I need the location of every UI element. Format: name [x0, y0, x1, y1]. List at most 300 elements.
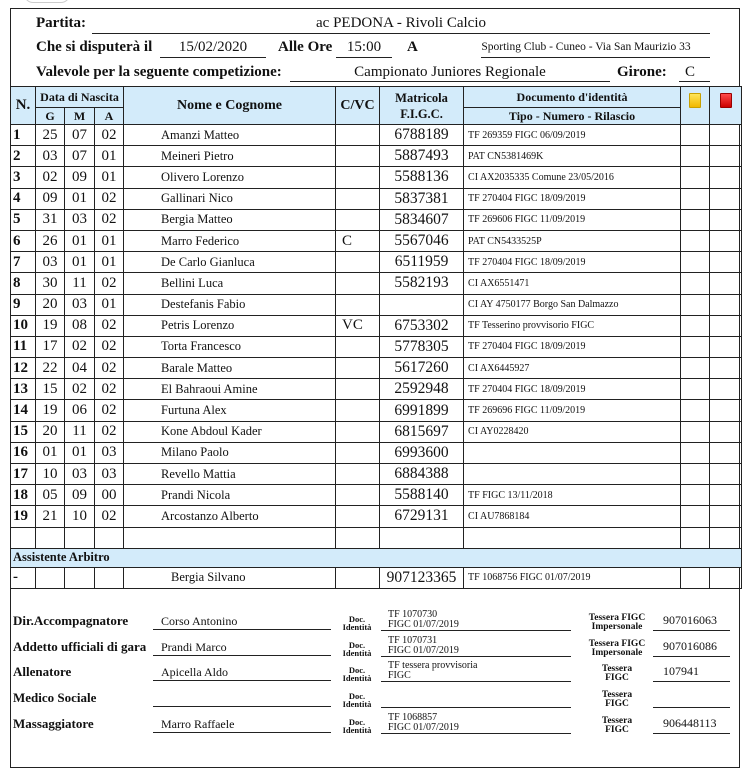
tessera-label-line1: Tessera [601, 690, 633, 700]
documento[interactable] [464, 464, 681, 485]
player-name[interactable]: Revello Mattia [124, 464, 336, 485]
girone-label: Girone: [617, 64, 667, 80]
staff-doc-line1[interactable]: TF 1070731 [388, 635, 438, 646]
tessera-line [653, 681, 730, 682]
captain-role[interactable] [336, 209, 380, 230]
red-card-cell[interactable] [710, 230, 742, 251]
ore-line [336, 57, 392, 58]
player-number: 12 [11, 358, 36, 379]
player-number: 18 [11, 485, 36, 506]
player-number: 4 [11, 188, 36, 209]
red-card-cell[interactable] [710, 188, 742, 209]
captain-role[interactable] [336, 252, 380, 273]
player-row[interactable] [11, 315, 742, 336]
player-name[interactable]: Milano Paolo [124, 442, 336, 463]
doc-identita-label [337, 692, 377, 708]
birth-month[interactable] [65, 527, 95, 548]
doc-label-line2: Identità [342, 622, 372, 632]
birth-day[interactable]: 25 [36, 125, 65, 146]
staff-name-line [153, 706, 331, 707]
documento[interactable]: TF 269606 FIGC 11/09/2019 [464, 209, 681, 230]
yellow-card-cell[interactable] [681, 167, 710, 188]
yellow-card-cell[interactable] [681, 464, 710, 485]
matricola[interactable] [380, 294, 464, 315]
player-name[interactable] [124, 527, 336, 548]
birth-year[interactable]: 02 [95, 358, 124, 379]
birth-day[interactable]: 22 [36, 358, 65, 379]
documento[interactable]: CI AU7868184 [464, 506, 681, 527]
yellow-card-cell[interactable] [681, 442, 710, 463]
player-row[interactable] [11, 294, 742, 315]
red-card-cell[interactable] [710, 485, 742, 506]
ore-value[interactable]: 15:00 [346, 39, 382, 55]
player-number: 11 [11, 336, 36, 357]
player-row[interactable] [11, 336, 742, 357]
player-row[interactable] [11, 421, 742, 442]
matricola[interactable]: 5588136 [380, 167, 464, 188]
documento[interactable]: TF 270404 FIGC 18/09/2019 [464, 379, 681, 400]
captain-role[interactable] [336, 167, 380, 188]
matricola[interactable] [380, 527, 464, 548]
player-number: 6 [11, 230, 36, 251]
player-name[interactable]: Destefanis Fabio [124, 294, 336, 315]
matricola[interactable]: 6815697 [380, 421, 464, 442]
player-name[interactable]: Olivero Lorenzo [124, 167, 336, 188]
player-number: 13 [11, 379, 36, 400]
birth-day[interactable]: 21 [36, 506, 65, 527]
red-card-cell[interactable] [710, 315, 742, 336]
captain-role[interactable] [336, 336, 380, 357]
matricola[interactable]: 5834607 [380, 209, 464, 230]
player-name[interactable]: Torta Francesco [124, 336, 336, 357]
player-number: 19 [11, 506, 36, 527]
red-card-cell[interactable] [710, 527, 742, 548]
birth-year[interactable]: 02 [95, 273, 124, 294]
captain-role[interactable] [336, 442, 380, 463]
matricola[interactable]: 5887493 [380, 146, 464, 167]
captain-role[interactable] [336, 527, 380, 548]
player-number: 3 [11, 167, 36, 188]
birth-month[interactable]: 10 [65, 506, 95, 527]
captain-role[interactable] [336, 188, 380, 209]
birth-month[interactable]: 03 [65, 209, 95, 230]
birth-day[interactable]: 30 [36, 273, 65, 294]
birth-month[interactable]: 09 [65, 167, 95, 188]
player-number: 8 [11, 273, 36, 294]
staff-name-value[interactable]: Prandi Marco [161, 640, 227, 654]
red-card-icon [720, 93, 732, 108]
yellow-card-cell[interactable] [681, 358, 710, 379]
matricola[interactable]: 5617260 [380, 358, 464, 379]
doc-identita-label [337, 615, 377, 631]
birth-day[interactable]: 31 [36, 209, 65, 230]
doc-label-line2: Identità [342, 699, 372, 709]
yellow-card-cell[interactable] [681, 485, 710, 506]
yellow-card-cell[interactable] [681, 252, 710, 273]
red-card-cell[interactable] [710, 336, 742, 357]
player-name[interactable]: Petris Lorenzo [124, 315, 336, 336]
red-card-cell[interactable] [710, 379, 742, 400]
documento[interactable]: TF 270404 FIGC 18/09/2019 [464, 188, 681, 209]
tessera-line [653, 733, 730, 734]
birth-year[interactable]: 02 [95, 400, 124, 421]
staff-doc-line2[interactable]: FIGC [388, 670, 411, 681]
red-card-cell[interactable] [710, 252, 742, 273]
birth-year[interactable]: 01 [95, 146, 124, 167]
captain-role[interactable] [336, 358, 380, 379]
birth-month[interactable]: 03 [65, 294, 95, 315]
matricola[interactable]: 6511959 [380, 252, 464, 273]
documento[interactable]: CI AY 4750177 Borgo San Dalmazzo [464, 294, 681, 315]
player-row[interactable] [11, 146, 742, 167]
assistente-n: - [11, 567, 36, 588]
red-card-cell[interactable] [710, 358, 742, 379]
tessera-label [584, 665, 650, 683]
staff-name-line [153, 680, 331, 681]
birth-year[interactable]: 02 [95, 315, 124, 336]
yellow-card-cell[interactable] [681, 294, 710, 315]
yellow-card-cell[interactable] [681, 125, 710, 146]
red-card-cell[interactable] [710, 209, 742, 230]
matricola[interactable]: 5588140 [380, 485, 464, 506]
header-red-card [710, 87, 742, 125]
player-name[interactable]: Kone Abdoul Kader [124, 421, 336, 442]
staff-doc-line1[interactable]: TF tessera provvisoria [388, 660, 478, 671]
documento[interactable] [464, 442, 681, 463]
assistente-matricola[interactable]: 907123365 [380, 567, 464, 588]
birth-month[interactable]: 11 [65, 273, 95, 294]
birth-day[interactable]: 19 [36, 400, 65, 421]
matricola[interactable]: 5837381 [380, 188, 464, 209]
staff-role-label: Dir.Accompagnatore [13, 613, 129, 628]
tessera-value[interactable]: 907016063 [663, 613, 717, 627]
red-card-cell[interactable] [710, 506, 742, 527]
player-name[interactable]: Arcostanzo Alberto [124, 506, 336, 527]
yellow-card-cell[interactable] [681, 506, 710, 527]
matricola[interactable]: 5778305 [380, 336, 464, 357]
documento[interactable]: CI AX2035335 Comune 23/05/2016 [464, 167, 681, 188]
birth-day[interactable]: 10 [36, 464, 65, 485]
staff-role-label: Addetto ufficiali di gara [13, 639, 147, 654]
player-row[interactable] [11, 442, 742, 463]
birth-day[interactable]: 03 [36, 252, 65, 273]
tessera-value[interactable]: 107941 [663, 664, 699, 678]
birth-year[interactable]: 02 [95, 209, 124, 230]
header-matricola-line2: F.I.G.C. [400, 106, 443, 121]
birth-year[interactable]: 01 [95, 230, 124, 251]
player-row[interactable] [11, 379, 742, 400]
competizione-value[interactable]: Campionato Juniores Regionale [354, 64, 546, 80]
red-card-cell[interactable] [710, 464, 742, 485]
birth-month[interactable]: 04 [65, 358, 95, 379]
documento[interactable]: TF Tesserino provvisorio FIGC [464, 315, 681, 336]
staff-name-line [153, 732, 331, 733]
header-data-nascita: Data di Nascita [36, 87, 124, 108]
birth-year[interactable]: 02 [95, 421, 124, 442]
assistente-row[interactable] [11, 567, 742, 588]
player-row[interactable] [11, 273, 742, 294]
assistente-documento[interactable]: TF 1068756 FIGC 01/07/2019 [464, 567, 681, 588]
assistente-cvc[interactable] [336, 567, 380, 588]
birth-year[interactable] [95, 527, 124, 548]
captain-role[interactable] [336, 125, 380, 146]
documento[interactable]: TF 270404 FIGC 18/09/2019 [464, 336, 681, 357]
matricola[interactable]: 5582193 [380, 273, 464, 294]
header-matricola [380, 87, 464, 125]
birth-day[interactable] [36, 527, 65, 548]
player-row[interactable] [11, 485, 742, 506]
doc-line [381, 656, 571, 657]
header-a: A [95, 108, 124, 125]
red-card-cell[interactable] [710, 273, 742, 294]
player-row[interactable] [11, 209, 742, 230]
staff-name-value[interactable]: Apicella Aldo [161, 665, 228, 679]
player-number: 2 [11, 146, 36, 167]
doc-label-line1: Doc. [348, 614, 366, 624]
player-name[interactable]: Furtuna Alex [124, 400, 336, 421]
staff-doc-line2[interactable]: FIGC 01/07/2019 [388, 722, 459, 733]
tessera-value[interactable]: 906448113 [663, 716, 717, 730]
tessera-label [584, 691, 650, 709]
player-number: 10 [11, 315, 36, 336]
documento[interactable]: TF 270404 FIGC 18/09/2019 [464, 252, 681, 273]
birth-day[interactable]: 09 [36, 188, 65, 209]
player-number: 16 [11, 442, 36, 463]
birth-month[interactable]: 07 [65, 125, 95, 146]
tessera-label [584, 640, 650, 658]
player-name[interactable]: Amanzi Matteo [124, 125, 336, 146]
birth-day[interactable]: 17 [36, 336, 65, 357]
player-row[interactable] [11, 506, 742, 527]
birth-day[interactable]: 20 [36, 294, 65, 315]
yellow-card-cell[interactable] [681, 379, 710, 400]
staff-role-label: Massaggiatore [13, 716, 94, 731]
data-label: Che si disputerà il [36, 39, 153, 55]
yellow-card-cell[interactable] [681, 400, 710, 421]
yellow-card-cell[interactable] [681, 273, 710, 294]
player-number: 14 [11, 400, 36, 421]
player-number: 7 [11, 252, 36, 273]
tessera-label-line1: Tessera [601, 664, 633, 674]
yellow-card-cell[interactable] [681, 188, 710, 209]
documento[interactable]: CI AX6551471 [464, 273, 681, 294]
player-name[interactable]: Barale Matteo [124, 358, 336, 379]
birth-day[interactable]: 26 [36, 230, 65, 251]
birth-year[interactable]: 03 [95, 464, 124, 485]
yellow-card-cell[interactable] [681, 230, 710, 251]
player-row[interactable] [11, 464, 742, 485]
birth-month[interactable]: 09 [65, 485, 95, 506]
matricola[interactable]: 5567046 [380, 230, 464, 251]
header-matricola-line1: Matricola [395, 90, 448, 105]
red-card-cell[interactable] [710, 421, 742, 442]
captain-role[interactable] [336, 464, 380, 485]
staff-doc-line1[interactable]: TF 1068857 [388, 712, 438, 723]
birth-day[interactable]: 05 [36, 485, 65, 506]
doc-label-line1: Doc. [348, 640, 366, 650]
captain-role[interactable]: C [336, 230, 380, 251]
doc-identita-label [337, 718, 377, 734]
doc-line [381, 707, 571, 708]
matricola[interactable]: 6753302 [380, 315, 464, 336]
birth-month[interactable]: 01 [65, 188, 95, 209]
competizione-line [290, 81, 610, 82]
birth-day[interactable]: 20 [36, 421, 65, 442]
captain-role[interactable] [336, 485, 380, 506]
matricola[interactable]: 6884388 [380, 464, 464, 485]
birth-year[interactable]: 01 [95, 294, 124, 315]
birth-day[interactable]: 03 [36, 146, 65, 167]
doc-identita-label [337, 641, 377, 657]
yellow-card-cell[interactable] [681, 527, 710, 548]
birth-month[interactable]: 08 [65, 315, 95, 336]
red-card-cell[interactable] [710, 400, 742, 421]
player-name[interactable]: Bergia Matteo [124, 209, 336, 230]
tessera-line [653, 707, 730, 708]
birth-month[interactable]: 11 [65, 421, 95, 442]
birth-day[interactable]: 19 [36, 315, 65, 336]
birth-year[interactable]: 02 [95, 506, 124, 527]
staff-doc-line2[interactable]: FIGC 01/07/2019 [388, 645, 459, 656]
birth-year[interactable]: 03 [95, 442, 124, 463]
tessera-label-line2: FIGC [605, 699, 629, 709]
birth-year[interactable]: 02 [95, 379, 124, 400]
girone-line [679, 81, 710, 82]
player-number: 15 [11, 421, 36, 442]
luogo-value[interactable]: Sporting Club - Cuneo - Via San Maurizio 33 [481, 41, 691, 53]
birth-month[interactable]: 03 [65, 464, 95, 485]
header-n: N. [11, 87, 36, 125]
player-name[interactable]: Gallinari Nico [124, 188, 336, 209]
ore-label: Alle Ore [278, 39, 333, 55]
captain-role[interactable] [336, 273, 380, 294]
red-card-cell[interactable] [710, 442, 742, 463]
tessera-label-line2: Impersonale [591, 622, 643, 632]
player-number: 1 [11, 125, 36, 146]
staff-name-value[interactable]: Corso Antonino [161, 614, 238, 628]
player-row[interactable] [11, 252, 742, 273]
birth-month[interactable]: 01 [65, 442, 95, 463]
birth-month[interactable]: 01 [65, 230, 95, 251]
player-name[interactable]: Prandi Nicola [124, 485, 336, 506]
yellow-card-cell[interactable] [681, 146, 710, 167]
header-nome: Nome e Cognome [124, 87, 336, 125]
data-value[interactable]: 15/02/2020 [178, 39, 248, 55]
girone-value[interactable]: C [684, 64, 695, 80]
assistente-g[interactable] [36, 567, 65, 588]
player-number: 5 [11, 209, 36, 230]
birth-year[interactable]: 02 [95, 125, 124, 146]
documento[interactable]: CI AY0228420 [464, 421, 681, 442]
player-row[interactable] [11, 400, 742, 421]
captain-role[interactable] [336, 400, 380, 421]
partita-line [92, 33, 710, 34]
staff-name-value[interactable]: Marro Raffaele [161, 717, 235, 731]
matricola[interactable]: 6729131 [380, 506, 464, 527]
birth-day[interactable]: 02 [36, 167, 65, 188]
partita-value[interactable]: ac PEDONA - Rivoli Calcio [316, 15, 486, 31]
red-card-cell[interactable] [710, 294, 742, 315]
yellow-card-cell[interactable] [681, 336, 710, 357]
roster-body [11, 125, 742, 549]
documento[interactable]: TF FIGC 13/11/2018 [464, 485, 681, 506]
birth-year[interactable]: 02 [95, 336, 124, 357]
birth-day[interactable]: 15 [36, 379, 65, 400]
yellow-card-cell[interactable] [681, 315, 710, 336]
player-name[interactable]: El Bahraoui Amine [124, 379, 336, 400]
tessera-line [653, 656, 730, 657]
captain-role[interactable] [336, 294, 380, 315]
red-card-cell[interactable] [710, 125, 742, 146]
yellow-card-cell[interactable] [681, 421, 710, 442]
birth-month[interactable]: 06 [65, 400, 95, 421]
birth-year[interactable]: 02 [95, 188, 124, 209]
red-card-cell[interactable] [710, 167, 742, 188]
birth-month[interactable]: 02 [65, 379, 95, 400]
assistente-m[interactable] [65, 567, 95, 588]
birth-month[interactable]: 01 [65, 252, 95, 273]
matricola[interactable]: 6993600 [380, 442, 464, 463]
yellow-card-cell[interactable] [681, 209, 710, 230]
captain-role[interactable]: VC [336, 315, 380, 336]
birth-year[interactable]: 01 [95, 252, 124, 273]
matricola[interactable]: 2592948 [380, 379, 464, 400]
assistente-a[interactable] [95, 567, 124, 588]
player-row[interactable] [11, 167, 742, 188]
player-number [11, 527, 36, 548]
matricola[interactable]: 6788189 [380, 125, 464, 146]
captain-role[interactable] [336, 379, 380, 400]
assistente-nome[interactable]: Bergia Silvano [124, 567, 336, 588]
header-g: G [36, 108, 65, 125]
captain-role[interactable] [336, 146, 380, 167]
captain-role[interactable] [336, 421, 380, 442]
documento[interactable]: TF 269359 FIGC 06/09/2019 [464, 125, 681, 146]
staff-doc-line2[interactable]: FIGC 01/07/2019 [388, 619, 459, 630]
birth-year[interactable]: 00 [95, 485, 124, 506]
player-row[interactable] [11, 125, 742, 146]
captain-role[interactable] [336, 506, 380, 527]
documento[interactable]: TF 269696 FIGC 11/09/2019 [464, 400, 681, 421]
doc-line [381, 681, 571, 682]
documento[interactable]: PAT CN5381469K [464, 146, 681, 167]
red-card-cell[interactable] [710, 146, 742, 167]
tessera-label-line1: Tessera [601, 716, 633, 726]
player-row[interactable] [11, 188, 742, 209]
staff-doc-line1[interactable]: TF 1070730 [388, 609, 438, 620]
tessera-label-line2: Impersonale [591, 648, 643, 658]
player-name[interactable]: Marro Federico [124, 230, 336, 251]
player-name[interactable]: Meineri Pietro [124, 146, 336, 167]
assistente-yellow-card-cell[interactable] [681, 567, 710, 588]
birth-year[interactable]: 01 [95, 167, 124, 188]
assistente-red-card-cell[interactable] [710, 567, 742, 588]
documento[interactable] [464, 527, 681, 548]
birth-month[interactable]: 07 [65, 146, 95, 167]
tessera-value[interactable]: 907016086 [663, 639, 717, 653]
player-row[interactable] [11, 358, 742, 379]
documento[interactable]: CI AX6445927 [464, 358, 681, 379]
doc-label-line1: Doc. [348, 665, 366, 675]
birth-day[interactable]: 01 [36, 442, 65, 463]
documento[interactable]: PAT CN5433525P [464, 230, 681, 251]
player-name[interactable]: Bellini Luca [124, 273, 336, 294]
player-row[interactable] [11, 527, 742, 548]
player-name[interactable]: De Carlo Gianluca [124, 252, 336, 273]
birth-month[interactable]: 02 [65, 336, 95, 357]
player-row[interactable] [11, 230, 742, 251]
matricola[interactable]: 6991899 [380, 400, 464, 421]
